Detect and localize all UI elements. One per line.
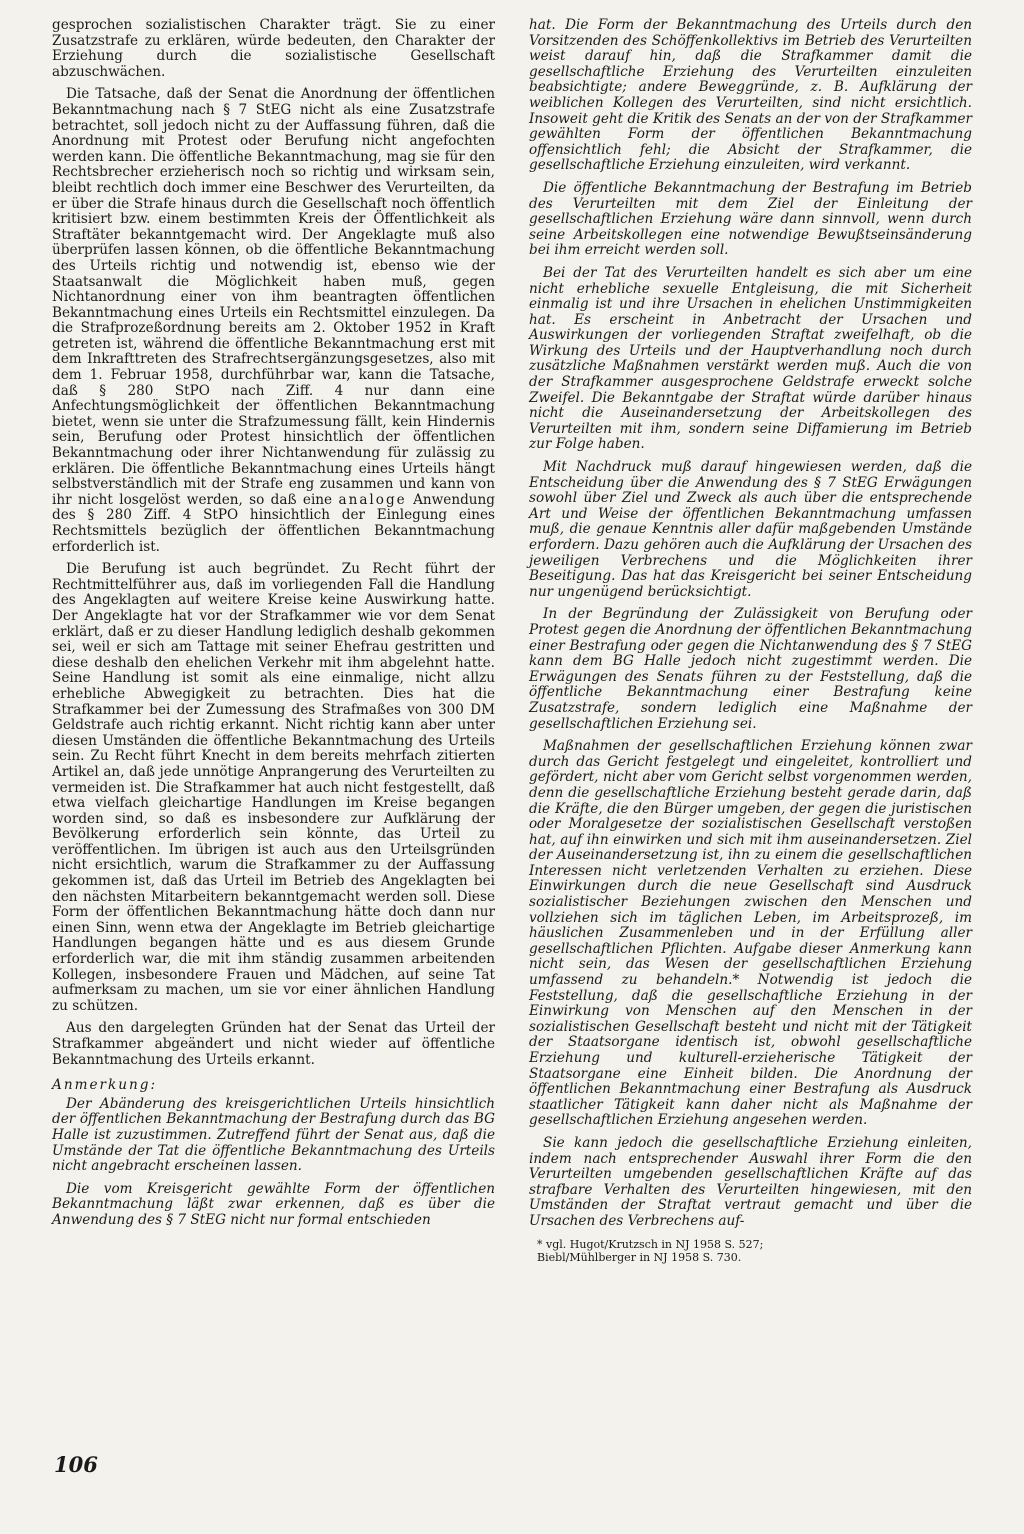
paragraph: In der Begründung der Zulässigkeit von Berufung oder Protest gegen die Anordnung der öffentlichen Bekanntmachung einer Bestrafung oder gegen die Nichtanwendung des § 7 StEG kann dem BG Halle jedoch nicht zugestimmt werden. Die Erwägungen des Senats führen zu der Feststellung, daß die öffentliche Bekanntmachung einer Bestrafung keine Zusatzstrafe, sondern lediglich eine Maßnahme der gesellschaftlichen Erziehung sei. — [529, 606, 972, 732]
paragraph: Sie kann jedoch die gesellschaftliche Erziehung einleiten, indem nach entsprechender Auswahl ihrer Form die den Verurteilten umgebenden gesellschaftlichen Kräfte auf das strafbare Verhalten des Verurteilten hingewiesen, mit den Umständen der Straftat vertraut gemacht und über die Ursachen des Verbrechens auf- — [529, 1134, 972, 1229]
paragraph: hat. Die Form der Bekanntmachung des Urteils durch den Vorsitzenden des Schöffenkollektivs im Betrieb des Verurteilten weist darauf hin, daß die Strafkammer damit die gesellschaftliche Erziehung des Verurteilten einzuleiten beabsichtigte; andere Beweggründe, z. B. Aufklärung der weiblichen Kollegen des Verurteilten, sind nicht ersichtlich. Insoweit geht die Kritik des Senats an der von der Strafkammer gewählten Form der öffentlichen Bekanntmachung offensichtlich fehl; die Absicht der Strafkammer, die gesellschaftliche Erziehung einzuleiten, wird verkannt. — [529, 17, 972, 174]
paragraph: Der Abänderung des kreisgerichtlichen Urteils hinsichtlich der öffentlichen Bekanntmachung der Bestrafung durch das BG Halle ist zuzustimmen. Zutreffend führt der Senat aus, daß die Umstände der Tat die öffentliche Bekanntmachung des Urteils nicht angebracht erscheinen lassen. — [52, 1095, 495, 1175]
paragraph: Bei der Tat des Verurteilten handelt es sich aber um eine nicht erhebliche sexuelle Entgleisung, die mit Sicherheit einmalig ist und ihre Ursachen in ehelichen Unstimmigkeiten hat. Es erscheint in Anbetracht der Ursachen und Auswirkungen der vorliegenden Straftat zweifelhaft, ob die Wirkung des Urteils und der Hauptverhandlung noch durch zusätzliche Maßnahmen verstärkt werden muß. Auch die von der Strafkammer ausgesprochene Geldstrafe erweckt solche Zweifel. Die Bekanntgabe der Straftat würde darüber hinaus nicht die Auseinandersetzung der Arbeitskollegen des Verurteilten mit ihm, sondern seine Diffamierung im Betrieb zur Folge haben. — [529, 264, 972, 453]
paragraph: Aus den dargelegten Gründen hat der Senat das Urteil der Strafkammer abgeändert und nicht wieder auf öffentliche Bekanntmachung des Urteils erkannt. — [52, 1020, 495, 1068]
document-page — [52, 18, 972, 1518]
right-column — [529, 18, 972, 1264]
page-number: 106 — [54, 1452, 98, 1477]
paragraph: Die Berufung ist auch begründet. Zu Recht führt der Rechtmittelführer aus, daß im vorliegenden Fall die Handlung des Angeklagten auf weitere Kreise keine Auswirkung hatte. Der Angeklagte hat vor der Strafkammer wie vor dem Senat erklärt, daß er zu dieser Handlung lediglich deshalb gekommen sei, weil er sich am Tattage mit seiner Ehefrau gestritten und diese deshalb den ehelichen Verkehr mit ihm abgelehnt hatte. Seine Handlung ist somit als eine einmalige, nicht allzu erhebliche Abwegigkeit zu betrachten. Dies hat die Strafkammer bei der Zumessung des Strafmaßes von 300 DM Geldstrafe auch richtig erkannt. Nicht richtig kann aber unter diesen Umständen die öffentliche Bekanntmachung des Urteils sein. Zu Recht führt Knecht in dem bereits mehrfach zitierten Artikel an, daß jede unnötige Anprangerung des Verurteilten zu vermeiden ist. Die Strafkammer hat auch nicht festgestellt, daß etwa vielfach gleichartige Handlungen im Kreise begangen worden sind, so daß es insbesondere zur Aufklärung der Bevölkerung erforderlich sein könnte, das Urteil zu veröffentlichen. Im übrigen ist auch aus den Urteilsgründen nicht ersichtlich, warum die Strafkammer zu der Auffassung gekommen ist, daß das Urteil im Betrieb des Angeklagten bei den nächsten Mitarbeitern bekanntgemacht werden soll. Diese Form der öffentlichen Bekanntmachung hätte doch dann nur einen Sinn, wenn etwa der Angeklagte im Betrieb gleichartige Handlungen begangen hätte und es aus diesem Grunde erforderlich war, die mit ihm ständig zusammen arbeitenden Kollegen, insbesondere Frauen und Mädchen, auf seine Tat aufmerksam zu machen, um sie vor einer ähnlichen Handlung zu schützen. — [52, 561, 495, 1014]
left-column — [52, 18, 495, 1236]
anmerkung-section — [52, 1097, 495, 1229]
text-segment: Anwendung des § 280 Ziff. 4 StPO hinsichtlich der Einlegung eines Rechtsmittels bezüglich der öffentlichen Bekanntmachung erforderlich ist. — [52, 491, 495, 555]
paragraph: Mit Nachdruck muß darauf hingewiesen werden, daß die Entscheidung über die Anwendung des § 7 StEG Erwägungen sowohl über Ziel und Zweck als auch über die entsprechende Art und Weise der öffentlichen Bekanntmachung umfassen muß, die genaue Kenntnis aller dafür maßgebenden Umstände erfordern. Dazu gehören auch die Aufklärung der Ursachen des jeweiligen Verbrechens und die Möglichkeiten ihrer Beseitigung. Das hat das Kreisgericht bei seiner Entscheidung nur ungenügend berücksichtigt. — [529, 459, 972, 600]
paragraph: gesprochen sozialistischen Charakter trägt. Sie zu einer Zusatzstrafe zu erklären, würde bedeuten, den Charakter der Erziehung durch die sozialistische Gesellschaft abzuschwächen. — [52, 17, 495, 80]
footnote — [529, 1238, 972, 1264]
paragraph: Die vom Kreisgericht gewählte Form der öffentlichen Bekanntmachung läßt zwar erkennen, daß es über die Anwendung des § 7 StEG nicht nur formal entschieden — [52, 1180, 495, 1228]
text-segment: Die Tatsache, daß der Senat die Anordnung der öffentlichen Bekanntmachung nach § 7 StEG nicht als eine Zusatzstrafe betrachtet, soll jedoch nicht zu der Auffassung führen, daß die Anordnung mit Protest oder Berufung nicht angefochten werden kann. Die öffentliche Bekanntmachung, mag sie für den Rechtsbrecher erzieherisch noch so richtig und wirksam sein, bleibt rechtlich doch immer eine Beschwer des Verurteilten, da er über die Strafe hinaus durch die Gesellschaft noch öffentlich kritisiert bzw. einem bestimmten Kreis der Öffentlichkeit als Straftäter bekanntgemacht wird. Der Angeklagte muß also überprüfen lassen können, ob die öffentliche Bekanntmachung des Urteils richtig und notwendig ist, ebenso wie der Staatsanwalt die Möglichkeit haben muß, gegen Nichtanordnung einer von ihm beantragten öffentlichen Bekanntmachung eines Urteils ein Rechtsmittel einzulegen. Da die Strafprozeßordnung bereits am 2. Oktober 1952 in Kraft getreten ist, während die öffentliche Bekanntmachung erst mit dem Inkrafttreten des Strafrechtsergänzungsgesetzes, also mit dem 1. Februar 1958, durchführbar war, kann die Tatsache, daß § 280 StPO nach Ziff. 4 nur dann eine Anfechtungsmöglichkeit der öffentlichen Bekanntmachung bietet, wenn sie unter die Strafzumessung fällt, kein Hindernis sein, Berufung oder Protest hinsichtlich der öffentlichen Bekanntmachung oder ihrer Nichtanwendung für zulässig zu erklären. Die öffentliche Bekanntmachung eines Urteils hängt selbstverständlich mit der Strafe eng zusammen und kann von ihr nicht losgelöst werden, so daß eine — [52, 86, 495, 508]
anmerkung-heading: Anmerkung: — [52, 1077, 158, 1094]
paragraph: Maßnahmen der gesellschaftlichen Erziehung können zwar durch das Gericht festgelegt und eingeleitet, kontrolliert und gefördert, nicht aber vom Gericht selbst vorgenommen werden, denn die gesellschaftliche Erziehung besteht gerade darin, daß die Kräfte, die den Bürger umgeben, der gegen die juristischen oder Moralgesetze der sozialistischen Gesellschaft verstoßen hat, auf ihn einwirken und sich mit ihm auseinandersetzen. Ziel der Auseinandersetzung ist, ihn zu einem die gesellschaftlichen Interessen nicht verletzenden Verhalten zu erziehen. Diese Einwirkungen durch die neue Gesellschaft sind Ausdruck sozialistischer Beziehungen zwischen den Menschen und vollziehen sich im täglichen Leben, im Arbeitsprozeß, im häuslichen Zusammenleben und in der Erfüllung aller gesellschaftlichen Pflichten. Aufgabe dieser Anmerkung kann nicht sein, das Wesen der gesellschaftlichen Erziehung umfassend zu behandeln.* Notwendig ist jedoch die Feststellung, daß die gesellschaftliche Erziehung in der Einwirkung von Menschen auf den Menschen in der sozialistischen Gesellschaft besteht und nicht mit der Tätigkeit der Staatsorgane identisch ist, obwohl gesellschaftliche Erziehung und kulturell-erzieherische Tätigkeit der Staatsorgane eine Einheit bilden. Die Anordnung der öffentlichen Bekanntmachung einer Bestrafung als Ausdruck staatlicher Tätigkeit kann daher nicht als Maßnahme der gesellschaftlichen Erziehung angesehen werden. — [529, 738, 972, 1129]
footnote-line: Biebl/Mühlberger in NJ 1958 S. 730. — [537, 1250, 742, 1264]
paragraph-admissibility — [52, 87, 495, 555]
spaced-word: analoge — [338, 491, 407, 508]
paragraph: Die öffentliche Bekanntmachung der Bestrafung im Betrieb des Verurteilten mit dem Ziel der Einleitung der gesellschaftlichen Erziehung wäre dann sinnvoll, wenn durch seine Arbeitskollegen eine notwendige Bewußtseinsänderung bei ihm erreicht werden soll. — [529, 179, 972, 259]
footnote-line: * vgl. Hugot/Krutzsch in NJ 1958 S. 527; — [537, 1237, 764, 1251]
